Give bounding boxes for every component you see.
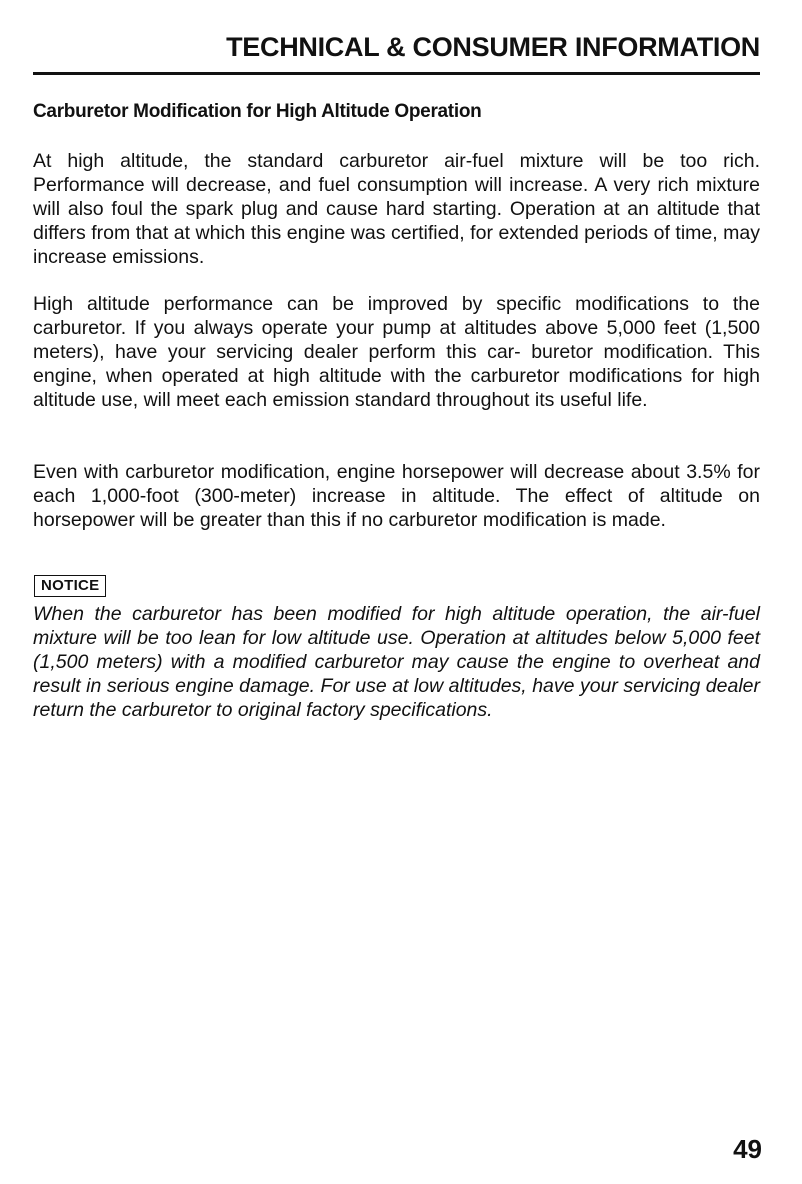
notice-text: When the carburetor has been modified for high altitude operation, the air-fuel mixture will be too lean for low altitude use. Operation at altitudes below 5,000 feet (1,500 meters) with a modified carburetor may cause the engine to overheat and result in serious engine damage. For use at low altitudes, have your servicing dealer return the carburetor to original factory specifications. bbox=[33, 603, 760, 721]
paragraph-carburetor-modification: High altitude performance can be improved by specific modifications to the carburetor. If you always operate your pump at altitudes above 5,000 feet (1,500 meters), have your servicing dealer perform this car- buretor modification. This engine, when operated at high altitude with the carburetor modifications for high altitude use, will meet each emission standard throughout its useful life. bbox=[33, 293, 760, 411]
paragraph-high-altitude-mixture: At high altitude, the standard carburetor air-fuel mixture will be too rich. Performance will decrease, and fuel consumption will increase. A very rich mixture will also foul the spark plug and cause hard starting. Operation at an altitude that differs from that at which this engine was certified, for extended periods of time, may increase emissions. bbox=[33, 150, 760, 268]
section-heading: Carburetor Modification for High Altitude Operation bbox=[33, 101, 482, 122]
header-rule bbox=[33, 72, 760, 75]
page-number: 49 bbox=[733, 1134, 762, 1164]
paragraph-horsepower-decrease: Even with carburetor modification, engine horsepower will decrease about 3.5% for each 1,000-foot (300-meter) increase in altitude. The effect of altitude on horsepower will be greater than this if no carburetor modification is made. bbox=[33, 461, 760, 531]
notice-badge: NOTICE bbox=[34, 575, 106, 597]
page-header-title: TECHNICAL & CONSUMER INFORMATION bbox=[226, 32, 760, 62]
